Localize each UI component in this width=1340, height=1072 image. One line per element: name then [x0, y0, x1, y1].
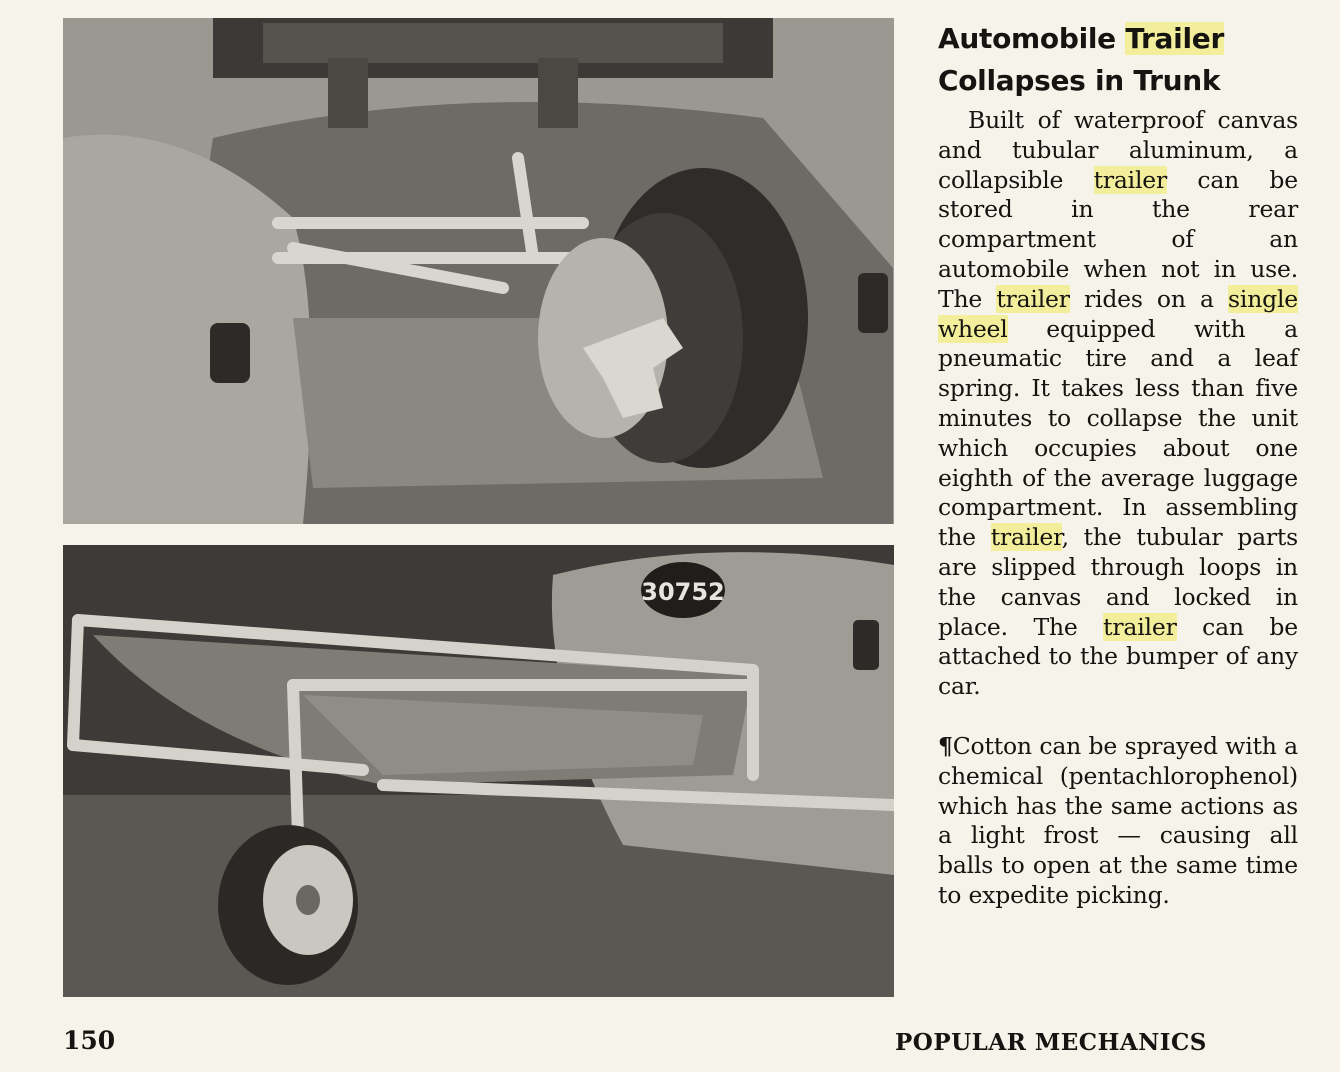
body-text-segment: equipped with a pneumatic tire and a leaf spring. It takes less than five minutes to collapse the unit which occupies about one eighth of the average luggage compartment. In assembling the [938, 314, 1298, 552]
body-text-segment: rides on a [1069, 284, 1229, 313]
highlighted-term: trailer [990, 523, 1062, 552]
photo-assembled-trailer [63, 545, 894, 997]
highlighted-term: trailer [996, 284, 1070, 313]
article [938, 18, 1298, 911]
body-text-segment: , the tubular parts are slipped through loops in the canvas and locked in place. The [938, 523, 1299, 641]
headline-line1-text: Automobile [938, 22, 1126, 55]
body-text-segment: can be stored in the rear compartment of an automobile when not in use. The [938, 165, 1298, 313]
page-number: 150 [63, 1026, 116, 1055]
body-text-segment: can be attached to the bumper of any car. [938, 612, 1298, 701]
publication-name: POPULAR MECHANICS [895, 1029, 1207, 1056]
article-headline [938, 18, 1298, 102]
article-note [938, 732, 1298, 911]
trailer-photo-illustration [63, 545, 894, 997]
body-text-segment: Built of waterproof canvas and tubular aluminum, a collapsible [938, 106, 1298, 194]
photo-trunk-with-collapsed-trailer [63, 18, 894, 524]
trunk-photo-illustration [63, 18, 894, 524]
article-body [938, 106, 1298, 702]
headline-highlighted-word: Trailer [1125, 22, 1224, 55]
paragraph-mark-icon: ¶ [938, 731, 953, 760]
highlighted-term: trailer [1103, 612, 1177, 641]
license-plate-number: 30752 [641, 578, 725, 606]
headline-line2-text: Collapses in Trunk [938, 64, 1221, 97]
article-note-text: Cotton can be sprayed with a chemical (pentachlorophenol) which has the same actions as a light frost — causing all balls to open at the same time to expedite picking. [938, 731, 1298, 909]
highlighted-term: single wheel [938, 284, 1298, 343]
highlighted-term: trailer [1093, 165, 1168, 194]
